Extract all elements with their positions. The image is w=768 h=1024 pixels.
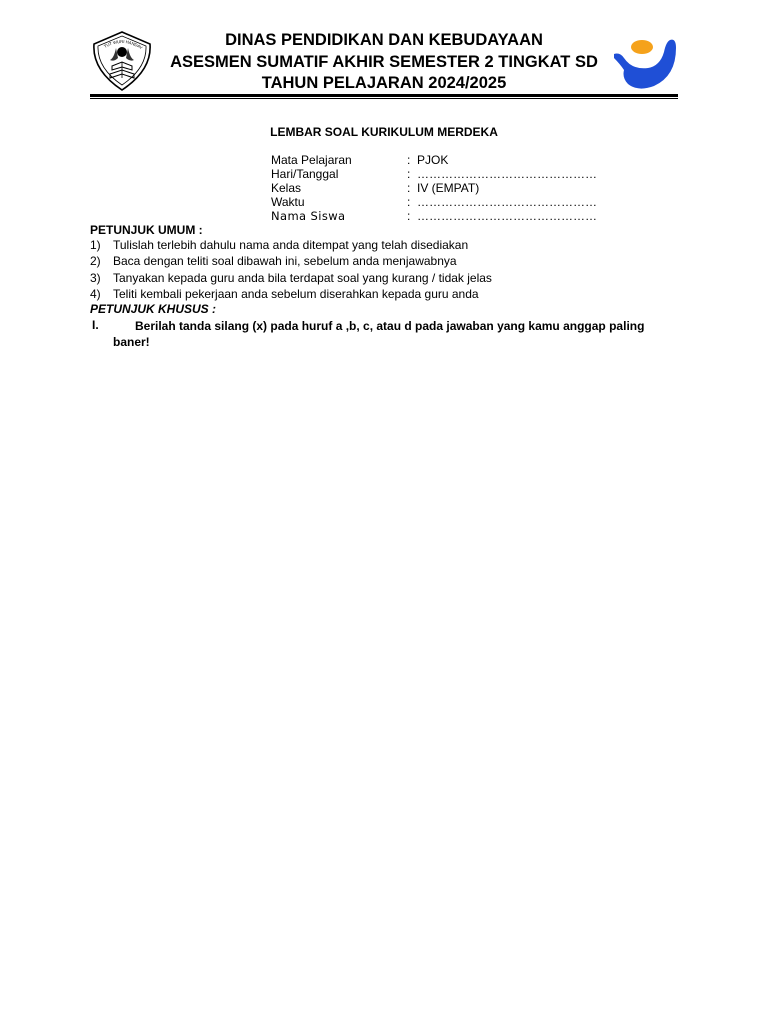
sheet-title: LEMBAR SOAL KURIKULUM MERDEKA	[270, 125, 498, 139]
document-header	[160, 30, 608, 95]
svg-text:TUT WURI HANDAYANI: TUT WURI HANDAY	[103, 38, 144, 51]
info-value: ………………………………………	[417, 167, 597, 181]
list-text: Tulislah terlebih dahulu nama anda ditempat yang telah disediakan	[113, 238, 469, 252]
list-number: 1)	[90, 238, 101, 252]
list-number: 3)	[90, 270, 101, 285]
info-label: Waktu	[271, 195, 305, 209]
info-value: ………………………………………	[417, 195, 597, 209]
list-text: Tanyakan kepada guru anda bila terdapat soal yang kurang / tidak jelas	[113, 270, 492, 285]
header-rule-thin	[90, 98, 678, 99]
list-text: Baca dengan teliti soal dibawah ini, sebelum anda menjawabnya	[113, 254, 457, 269]
special-instructions-heading: PETUNJUK KHUSUS :	[90, 302, 217, 316]
header-rule-thick	[90, 94, 678, 97]
info-colon: :	[407, 209, 411, 223]
info-label: Kelas	[271, 181, 302, 195]
info-label: Nama Siswa	[271, 209, 346, 223]
education-figure-logo-icon	[610, 34, 678, 92]
part-number: I.	[92, 318, 99, 332]
header-line-exam: ASESMEN SUMATIF AKHIR SEMESTER 2 TINGKAT SD	[170, 52, 598, 71]
info-value: IV (EMPAT)	[417, 181, 480, 195]
part-instruction: Berilah tanda silang (x) pada huruf a ,b, c, atau d pada jawaban yang kamu anggap paling baner!	[113, 319, 645, 349]
list-text: Teliti kembali pekerjaan anda sebelum diserahkan kepada guru anda	[113, 286, 479, 301]
info-colon: :	[407, 153, 411, 167]
info-colon: :	[407, 181, 411, 195]
info-label: Mata Pelajaran	[271, 153, 352, 167]
tut-wuri-handayani-emblem-icon	[88, 30, 156, 92]
header-line-agency: DINAS PENDIDIKAN DAN KEBUDAYAAN	[225, 31, 543, 49]
general-instructions-heading: PETUNJUK UMUM :	[90, 223, 203, 237]
info-value: PJOK	[417, 153, 449, 167]
info-label: Hari/Tanggal	[271, 167, 339, 181]
list-number: 2)	[90, 254, 101, 269]
info-colon: :	[407, 195, 411, 209]
info-colon: :	[407, 167, 411, 181]
header-line-year: TAHUN PELAJARAN 2024/2025	[261, 74, 507, 92]
info-value: ………………………………………	[417, 209, 597, 223]
list-number: 4)	[90, 286, 101, 301]
